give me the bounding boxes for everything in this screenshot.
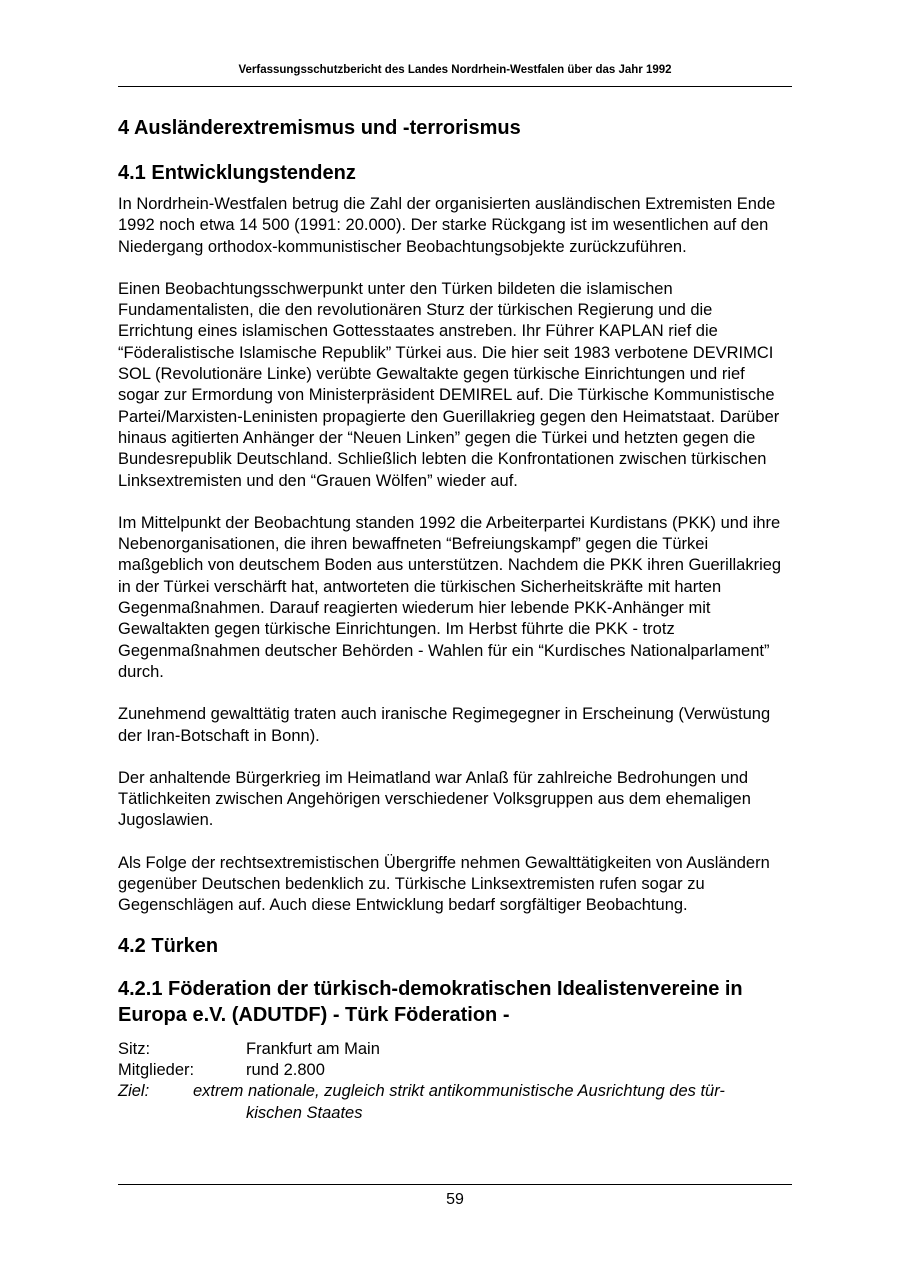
info-row-ziel bbox=[118, 1081, 786, 1102]
paragraph: Der anhaltende Bürgerkrieg im Heimatland war Anlaß für zahlreiche Bedrohungen und Tätlichkeiten zwischen Angehörigen verschiedener Volksgruppen aus dem ehemaligen Jugoslawien. bbox=[118, 768, 751, 830]
subsection-title-4-2: 4.2 Türken bbox=[118, 934, 219, 957]
footer-rule bbox=[118, 1184, 792, 1185]
sitz-value: Frankfurt am Main bbox=[246, 1039, 380, 1058]
mitglieder-label: Mitglieder: bbox=[118, 1060, 195, 1079]
subsubsection-title-4-2-1: 4.2.1 Föderation der türkisch-demokratischen Idealistenvereine in Europa e.V. (ADUTDF) - Türk Föderation - bbox=[118, 977, 743, 1026]
paragraph: Einen Beobachtungsschwerpunkt unter den Türken bildeten die islamischen Fundamentalisten, die den revolutionären Sturz der türkischen Regierung und die Errichtung eines islamischen Gottesstaates anstreben. Ihr Führer KAPLAN rief die “Föderalistische Islamische Republik” Türkei aus. Die hier seit 1983 verbotene DEVRIMCI SOL (Revolutionäre Linke) verübte Gewaltakte gegen türkische Einrichtungen und rief sogar zur Ermordung von Ministerpräsident DEMIREL auf. Die Türkische Kommunistische Partei/Marxisten-Leninisten propagierte den Guerillakrieg gegen den Heimatstaat. Darüber hinaus agitierten Anhänger der “Neuen Linken” gegen die Türkei und hetzten gegen die Bundesrepublik Deutschland. Schließlich lebten die Konfrontationen zwischen türkischen Linksextremisten und den “Grauen Wölfen” wieder auf. bbox=[118, 279, 780, 490]
organization-info bbox=[118, 1039, 786, 1124]
header-rule bbox=[118, 86, 792, 87]
info-row-mitglieder bbox=[118, 1060, 786, 1081]
paragraph: Als Folge der rechtsextremistischen Übergriffe nehmen Gewalttätigkeiten von Ausländern gegenüber Deutschen bedenklich zu. Türkische Linksextremisten rufen sogar zu Gegenschlägen auf. Auch diese Entwicklung bedarf sorgfältiger Beobachtung. bbox=[118, 853, 770, 915]
paragraph: Im Mittelpunkt der Beobachtung standen 1992 die Arbeiterpartei Kurdistans (PKK) und ihre Nebenorganisationen, die ihren bewaffneten “Befreiungskampf” gegen die Türkei maßgeblich von deutschem Boden aus unterstützen. Nachdem die PKK ihren Guerillakrieg in der Türkei verschärft hat, antworteten die türkischen Sicherheitskräfte mit harten Gegenmaßnahmen. Darauf reagierten wiederum hier lebende PKK-Anhänger mit Gewaltakten gegen türkische Einrichtungen. Im Herbst führte die PKK - trotz Gegenmaßnahmen deutscher Behörden - Wahlen für ein “Kurdisches Nationalparlament” durch. bbox=[118, 513, 782, 681]
ziel-value-continued: kischen Staates bbox=[246, 1103, 363, 1122]
mitglieder-value: rund 2.800 bbox=[246, 1060, 325, 1079]
paragraph: In Nordrhein-Westfalen betrug die Zahl der organisierten ausländischen Extremisten Ende 1992 noch etwa 14 500 (1991: 20.000). Der starke Rückgang ist im wesentlichen auf den Niedergang orthodox-kommunistischer Beobachtungsobjekte zurückzuführen. bbox=[118, 195, 776, 256]
page-number: 59 bbox=[446, 1191, 464, 1208]
ziel-label: Ziel: bbox=[118, 1082, 150, 1101]
sitz-label: Sitz: bbox=[118, 1039, 151, 1058]
ziel-value: extrem nationale, zugleich strikt antikommunistische Ausrichtung des tür- bbox=[193, 1082, 725, 1101]
paragraph: Zunehmend gewalttätig traten auch iranische Regimegegner in Erscheinung (Verwüstung der Iran-Botschaft in Bonn). bbox=[118, 705, 771, 745]
subsection-title-4-1: 4.1 Entwicklungstendenz bbox=[118, 162, 356, 184]
running-header: Verfassungsschutzbericht des Landes Nordrhein-Westfalen über das Jahr 1992 bbox=[238, 64, 672, 76]
section-title: 4 Ausländerextremismus und -terrorismus bbox=[118, 117, 521, 139]
page-content bbox=[118, 114, 786, 1124]
info-row-sitz bbox=[118, 1039, 786, 1060]
